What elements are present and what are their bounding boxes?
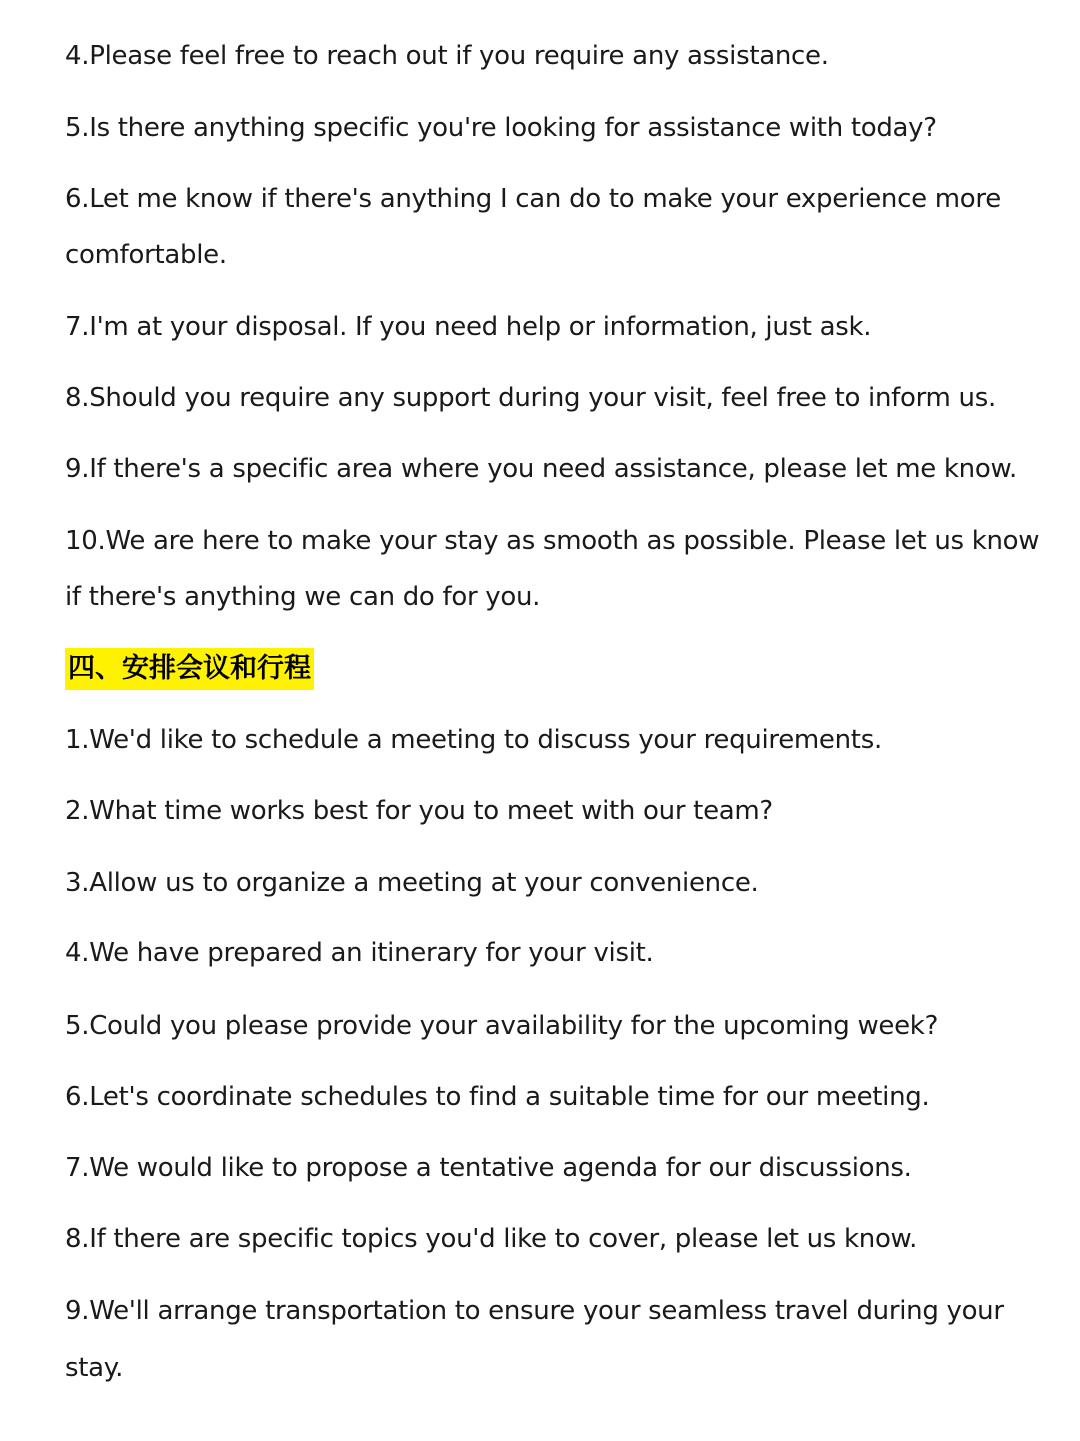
list-item: 8.If there are specific topics you'd like to cover, please let us know. — [65, 1224, 918, 1254]
list-item: 9.We'll arrange transportation to ensure your seamless travel during your — [65, 1296, 1004, 1326]
list-item: 4.We have prepared an itinerary for your visit. — [65, 938, 654, 968]
list-item: 5.Is there anything specific you're looking for assistance with today? — [65, 113, 937, 143]
section-heading: 四、安排会议和行程 — [65, 648, 314, 690]
list-item: 6.Let me know if there's anything I can do to make your experience more — [65, 184, 1001, 214]
list-item-continuation: stay. — [65, 1353, 124, 1383]
list-item: 9.If there's a specific area where you need assistance, please let me know. — [65, 454, 1018, 484]
list-item: 10.We are here to make your stay as smooth as possible. Please let us know — [65, 526, 1040, 556]
list-item: 5.Could you please provide your availability for the upcoming week? — [65, 1011, 939, 1041]
list-item: 7.We would like to propose a tentative agenda for our discussions. — [65, 1153, 912, 1183]
list-item: 8.Should you require any support during your visit, feel free to inform us. — [65, 383, 996, 413]
list-item: 1.We'd like to schedule a meeting to discuss your requirements. — [65, 725, 882, 755]
list-item: 4.Please feel free to reach out if you require any assistance. — [65, 41, 829, 71]
list-item: 7.I'm at your disposal. If you need help or information, just ask. — [65, 312, 872, 342]
list-item: 6.Let's coordinate schedules to find a suitable time for our meeting. — [65, 1082, 930, 1112]
list-item: 2.What time works best for you to meet with our team? — [65, 796, 773, 826]
list-item-continuation: comfortable. — [65, 240, 227, 270]
list-item: 3.Allow us to organize a meeting at your convenience. — [65, 868, 759, 898]
list-item-continuation: if there's anything we can do for you. — [65, 582, 541, 612]
